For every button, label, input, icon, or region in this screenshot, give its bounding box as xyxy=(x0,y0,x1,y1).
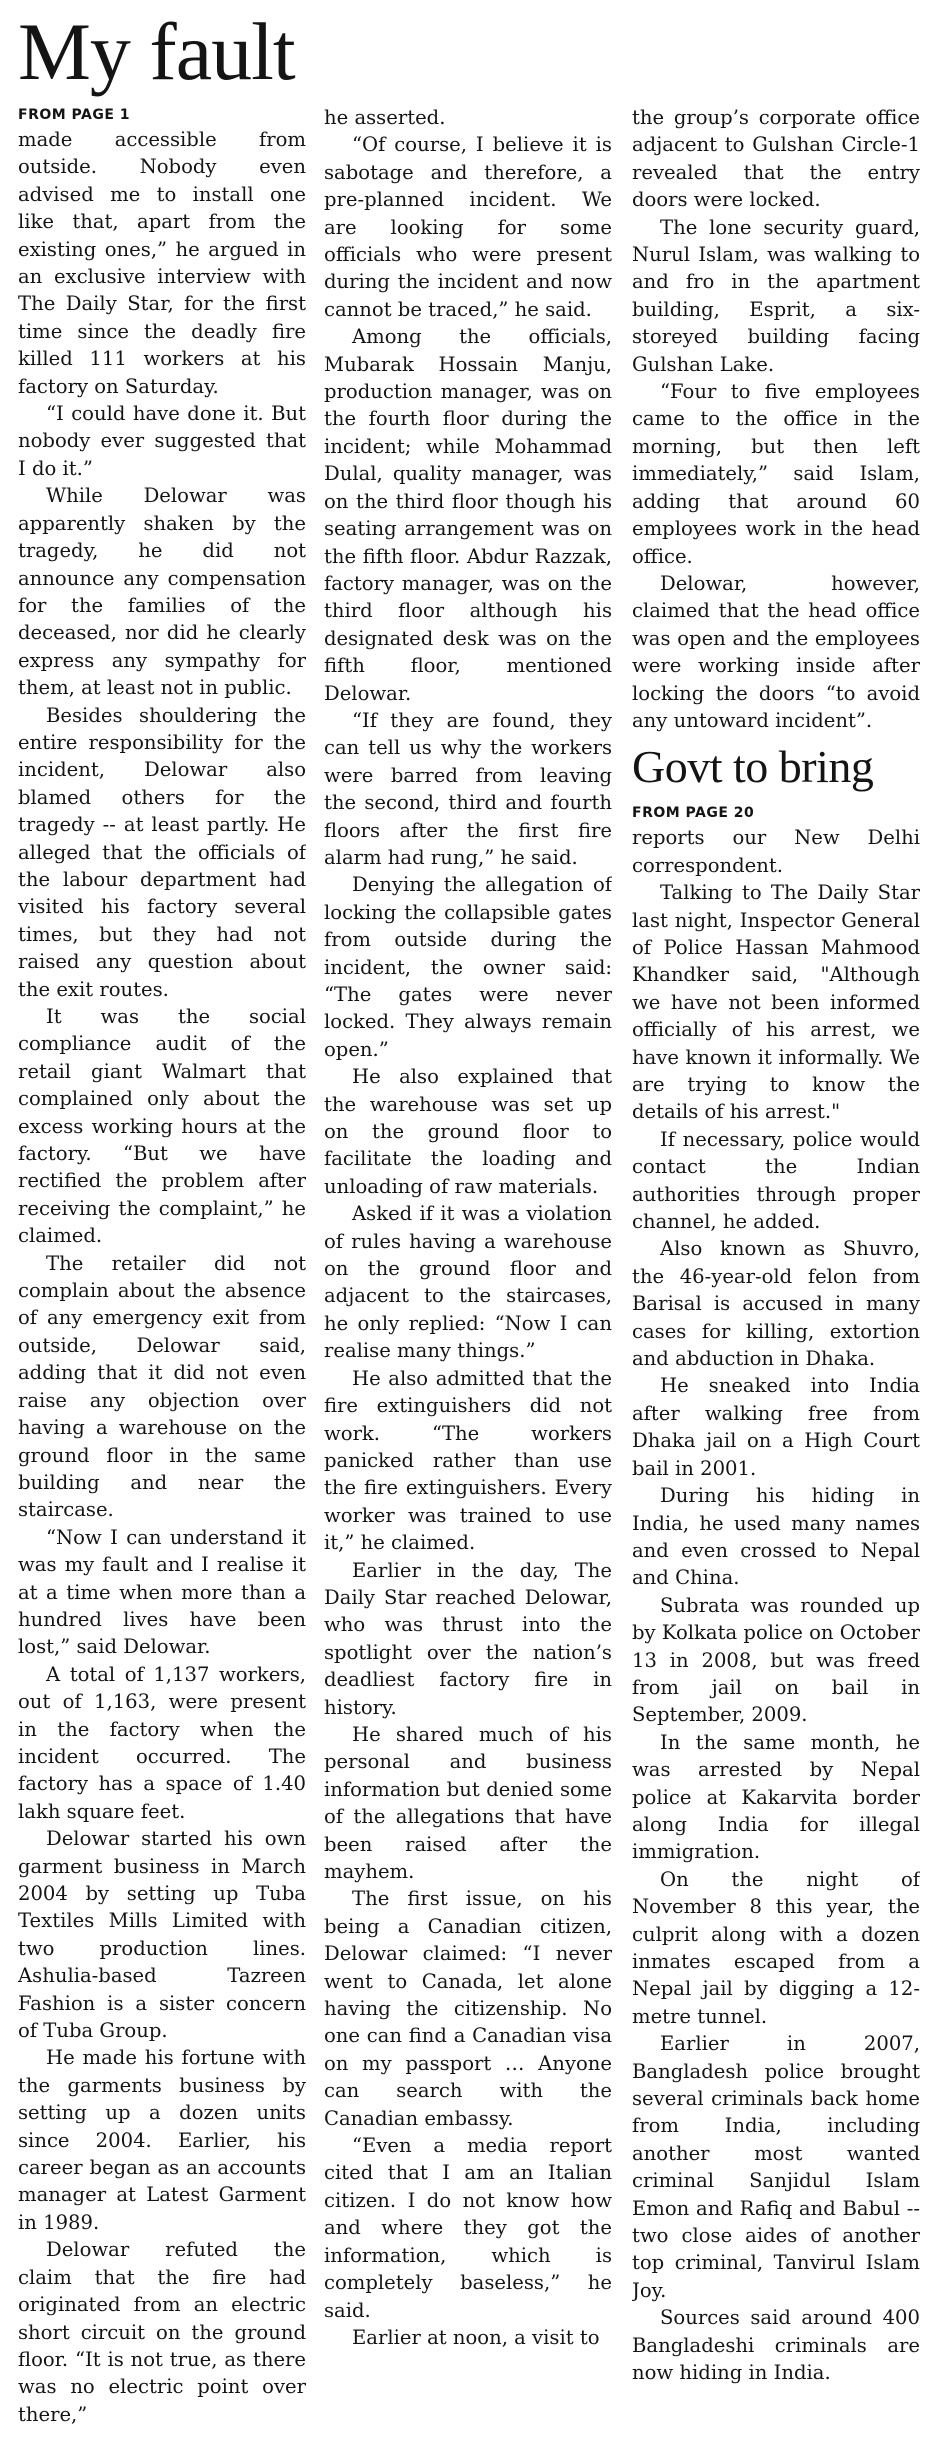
paragraph: Delowar started his own garment business in March 2004 by setting up Tuba Textiles Mills Limited with two production lines. Ashulia-based Tazreen Fashion is a sister concern of Tuba Group. xyxy=(18,1827,306,2043)
paragraph: “I could have done it. But nobody ever suggested that I do it.” xyxy=(18,402,306,480)
paragraph: Sources said around 400 Bangladeshi criminals are now hiding in India. xyxy=(632,2306,920,2385)
paragraph: Delowar refuted the claim that the fire had originated from an electric short circuit on the ground floor. “It is not true, as there was no electric point over there,” xyxy=(18,2238,306,2426)
paragraph: “Even a media report cited that I am an Italian citizen. I do not know how and where they got the information, which is completely baseless,” he said. xyxy=(324,2134,612,2322)
paragraph: The lone security guard, Nurul Islam, was walking to and fro in the apartment building, Esprit, a six-storeyed building facing Gulshan Lake. xyxy=(632,215,920,376)
paragraph: The retailer did not complain about the absence of any emergency exit from outside, Delowar said, adding that it did not even raise any objection over having a warehouse on the ground floor in the same building and near the staircase. xyxy=(18,1251,306,1522)
paragraph: He also explained that the warehouse was set up on the ground floor to facilitate the loading and unloading of raw materials. xyxy=(324,1065,612,1198)
jump-label: FROM PAGE 20 xyxy=(632,805,755,822)
paragraph: Subrata was rounded up by Kolkata police on October 13 in 2008, but was freed from jail on bail in September, 2009. xyxy=(632,1593,920,1727)
paragraph: Denying the allegation of locking the collapsible gates from outside during the incident, the owner said: “The gates were never locked. They always remain open.” xyxy=(324,873,612,1061)
paragraph: Delowar, however, claimed that the head office was open and the employees were working inside after locking the doors “to avoid any untoward incident”. xyxy=(632,571,920,732)
paragraph: He sneaked into India after walking free from Dhaka jail on a High Court bail in 2001. xyxy=(632,1374,920,1480)
paragraph: made accessible from outside. Nobody even advised me to install one like that, apart from the existing ones,” he argued in an exclusive interview with The Daily Star, for the first time since the deadly fire killed 111 workers at his factory on Saturday. xyxy=(18,128,306,398)
paragraph: If necessary, police would contact the Indian authorities through proper channel, he added. xyxy=(632,1127,920,1234)
headline: My fault xyxy=(18,6,295,97)
column-1 xyxy=(18,104,306,2454)
paragraph: “Now I can understand it was my fault and I realise it at a time when more than a hundred lives have been lost,” said Delowar. xyxy=(18,1525,306,1659)
paragraph: A total of 1,137 workers, out of 1,163, were present in the factory when the incident occurred. The factory has a space of 1.40 lakh square feet. xyxy=(18,1662,306,1823)
paragraph: In the same month, he was arrested by Nepal police at Kakarvita border along India for illegal immigration. xyxy=(632,1730,920,1864)
paragraph: “If they are found, they can tell us why the workers were barred from leaving the second, third and fourth floors after the first fire alarm had rung,” he said. xyxy=(324,708,612,869)
paragraph: During his hiding in India, he used many names and even crossed to Nepal and China. xyxy=(632,1484,920,1590)
column-3 xyxy=(632,104,920,2454)
column-2 xyxy=(324,104,612,2454)
paragraph: The first issue, on his being a Canadian citizen, Delowar claimed: “I never went to Canada, let alone having the citizenship. No one can find a Canadian visa on my passport … Anyone can search with the Canadian embassy. xyxy=(324,1887,612,2130)
paragraph: “Four to five employees came to the office in the morning, but then left immediately,” said Islam, adding that around 60 employees work in the head office. xyxy=(632,380,920,568)
paragraph: He also admitted that the fire extinguishers did not work. “The workers panicked rather than use the fire extinguishers. Every worker was trained to use it,” he claimed. xyxy=(324,1366,612,1555)
paragraph: reports our New Delhi correspondent. xyxy=(632,826,920,877)
paragraph: Among the officials, Mubarak Hossain Manju, production manager, was on the fourth floor during the incident; while Mohammad Dulal, quality manager, was on the third floor though his seating arrangement was on the fifth floor. Abdur Razzak, factory manager, was on the third floor although his designated desk was on the fifth floor, mentioned Delowar. xyxy=(324,325,612,705)
paragraph: Also known as Shuvro, the 46-year-old felon from Barisal is accused in many cases for killing, extortion and abduction in Dhaka. xyxy=(632,1237,920,1371)
paragraph: It was the social compliance audit of the retail giant Walmart that complained only about the excess working hours at the factory. “But we have rectified the problem after receiving the complaint,” he claimed. xyxy=(18,1005,306,1248)
jump-label: FROM PAGE 1 xyxy=(18,107,131,123)
paragraph: Asked if it was a violation of rules having a warehouse on the ground floor and adjacent to the staircases, he only replied: “Now I can realise many things.” xyxy=(324,1202,612,1363)
paragraph: He shared much of his personal and business information but denied some of the allegations that have been raised after the mayhem. xyxy=(324,1722,612,1883)
paragraph: Talking to The Daily Star last night, Inspector General of Police Hassan Mahmood Khandker said, "Although we have not been informed officially of his arrest, we have known it informally. We are trying to know the details of his arrest." xyxy=(632,881,920,1124)
paragraph: Besides shouldering the entire responsibility for the incident, Delowar also blamed others for the tragedy -- at least partly. He alleged that the officials of the labour department had visited his factory several times, but they had not raised any question about the exit routes. xyxy=(18,703,306,1001)
paragraph: He made his fortune with the garments business by setting up a dozen units since 2004. Earlier, his career began as an accounts manager at Latest Garment in 1989. xyxy=(18,2046,306,2234)
paragraph: he asserted. xyxy=(324,106,446,129)
story2-headline: Govt to bring xyxy=(632,741,874,793)
paragraph: While Delowar was apparently shaken by the tragedy, he did not announce any compensation for the families of the deceased, nor did he clearly express any sympathy for them, at least not in public. xyxy=(18,484,306,700)
paragraph: Earlier in the day, The Daily Star reached Delowar, who was thrust into the spotlight over the nation’s deadliest factory fire in history. xyxy=(324,1558,612,1719)
paragraph: Earlier at noon, a visit to xyxy=(352,2325,600,2349)
paragraph: On the night of November 8 this year, the culprit along with a dozen inmates escaped from a Nepal jail by digging a 12-metre tunnel. xyxy=(632,1867,920,2028)
paragraph: “Of course, I believe it is sabotage and therefore, a pre-planned incident. We are looking for some officials who were present during the incident and now cannot be traced,” he said. xyxy=(324,133,612,321)
paragraph: the group’s corporate office adjacent to Gulshan Circle-1 revealed that the entry doors were locked. xyxy=(632,106,920,212)
paragraph: Earlier in 2007, Bangladesh police brought several criminals back home from India, including another most wanted criminal Sanjidul Islam Emon and Rafiq and Babul -- two close aides of another top criminal, Tanvirul Islam Joy. xyxy=(632,2032,920,2302)
